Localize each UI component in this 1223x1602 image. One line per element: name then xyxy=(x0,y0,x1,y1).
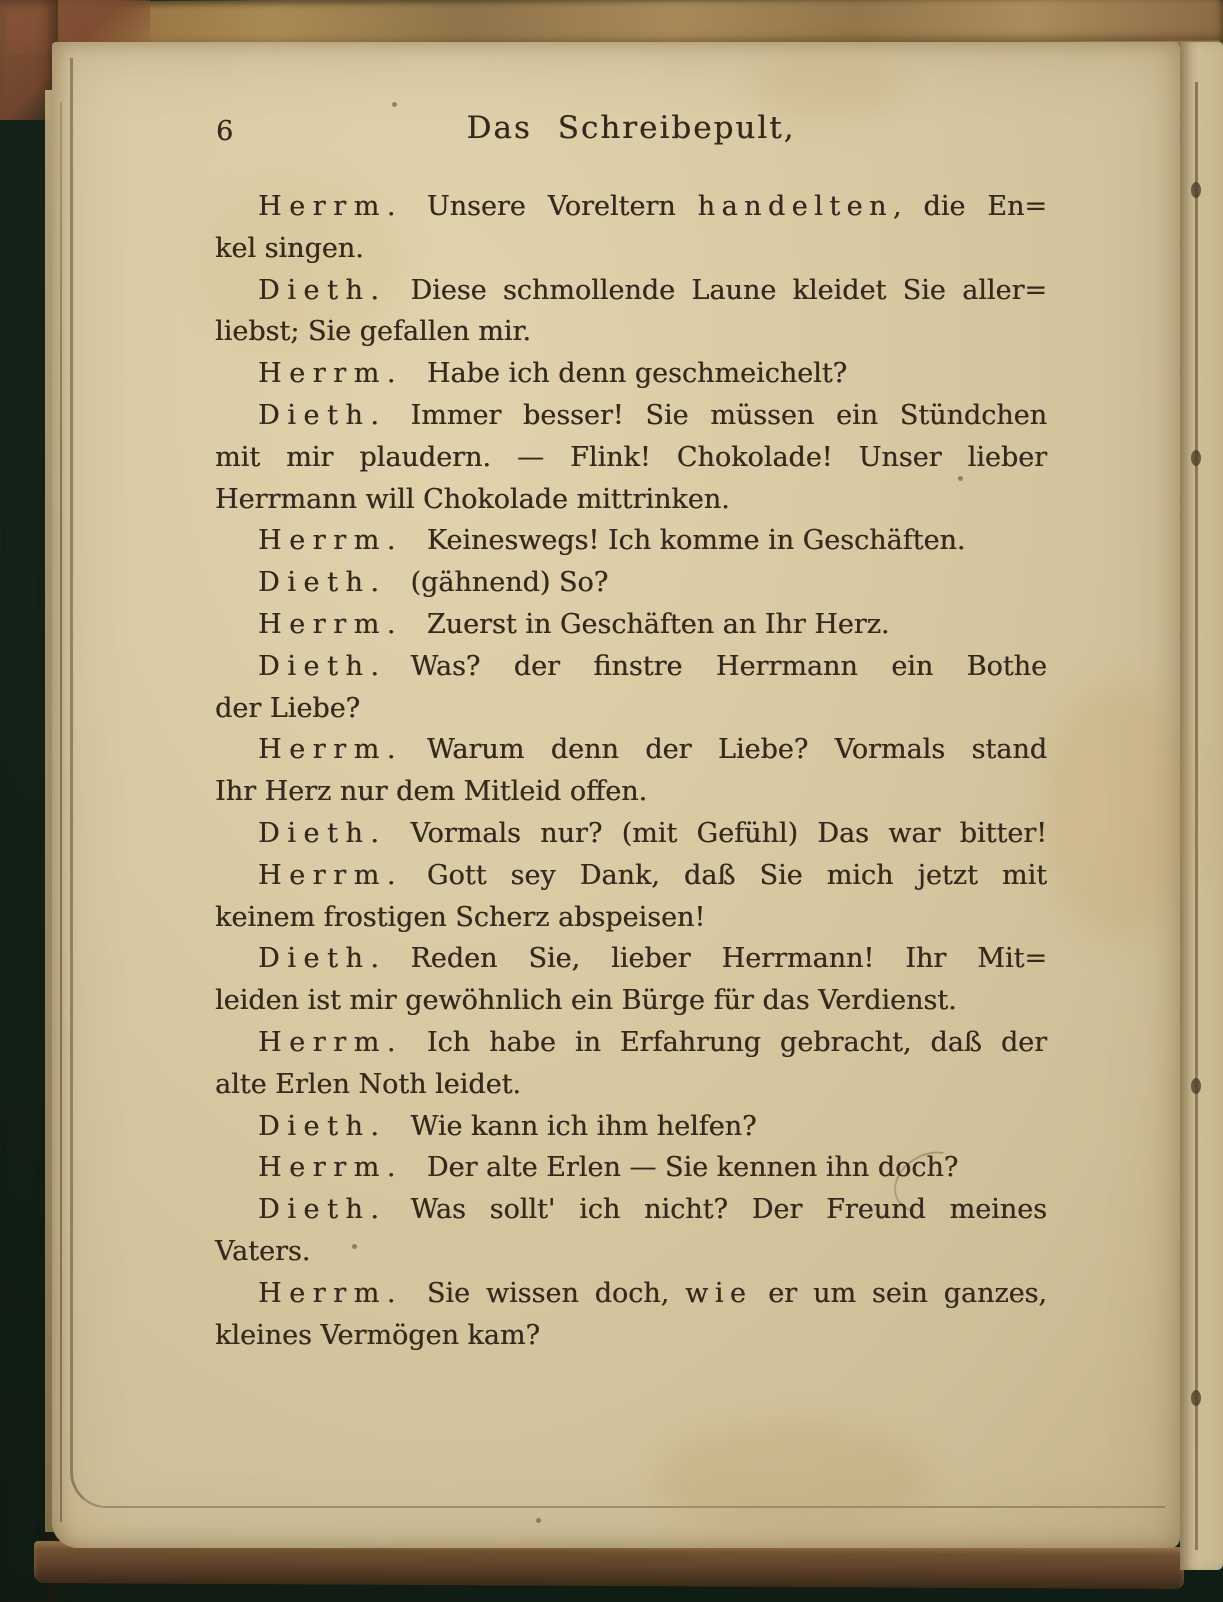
line-text: Zuerst in Geschäften an Ihr Herz. xyxy=(426,608,890,640)
stitch-mark xyxy=(1191,1078,1201,1094)
dialogue-line xyxy=(215,771,1047,813)
line-text: Der alte Erlen — Sie kennen ihn doch? xyxy=(426,1152,959,1184)
line-text: mit mir plaudern. — Flink! Chokolade! Unser lieber xyxy=(215,441,1047,473)
foxing-speck xyxy=(392,102,397,107)
speaker-name: Dieth. xyxy=(258,650,387,682)
line-text: , die En= xyxy=(892,191,1047,222)
speaker-name: Herrm. xyxy=(258,734,403,766)
line-text: leiden ist mir gewöhnlich ein Bürge für das Verdienst. xyxy=(215,985,957,1017)
dialogue-text-block xyxy=(215,186,1047,1356)
line-text: keinem frostigen Scherz abspeisen! xyxy=(215,901,706,933)
dialogue-line xyxy=(215,1231,1047,1273)
emphasized-word: wie xyxy=(685,1277,753,1309)
line-text: er um sein ganzes, xyxy=(752,1277,1047,1309)
speaker-name: Dieth. xyxy=(258,817,387,849)
speaker-name: Herrm. xyxy=(258,1026,403,1058)
line-text: Was? der finstre Herrmann ein Bothe xyxy=(410,650,1047,682)
line-text: liebst; Sie gefallen mir. xyxy=(215,316,531,348)
book-page xyxy=(52,42,1180,1548)
line-text: Unsere Voreltern xyxy=(426,191,698,222)
dialogue-line xyxy=(215,228,1047,270)
line-text: Diese schmollende Laune kleidet Sie aller= xyxy=(410,274,1047,306)
dialogue-line xyxy=(215,270,1047,312)
line-text: Sie wissen doch, xyxy=(426,1277,686,1309)
dialogue-line xyxy=(215,562,1047,604)
line-text: Ich habe in Erfahrung gebracht, daß der xyxy=(426,1026,1047,1058)
dialogue-line xyxy=(215,1315,1047,1357)
page-number: 6 xyxy=(216,116,234,147)
dialogue-line xyxy=(215,980,1047,1022)
speaker-name: Herrm. xyxy=(258,191,403,222)
line-text: Keineswegs! Ich komme in Geschäften. xyxy=(426,525,966,557)
stitch-mark xyxy=(1191,182,1201,198)
speaker-name: Herrm. xyxy=(258,525,403,557)
speaker-name: Dieth. xyxy=(258,1110,387,1142)
dialogue-line xyxy=(215,1064,1047,1106)
speaker-name: Herrm. xyxy=(258,859,403,891)
dialogue-line xyxy=(215,1189,1047,1231)
line-text: Habe ich denn geschmeichelt? xyxy=(426,358,848,390)
dialogue-line xyxy=(215,311,1047,353)
line-text: Was sollt' ich nicht? Der Freund meines xyxy=(410,1194,1047,1226)
line-text: Vaters. xyxy=(215,1235,311,1267)
speaker-name: Dieth. xyxy=(258,399,387,431)
dialogue-line xyxy=(215,897,1047,939)
book-cover-bottom-edge xyxy=(34,1541,1184,1589)
dialogue-line xyxy=(215,688,1047,730)
dialogue-line xyxy=(215,1022,1047,1064)
paper-stain xyxy=(652,1422,932,1532)
speaker-name: Dieth. xyxy=(258,274,387,306)
cover-impression-line xyxy=(60,102,62,1522)
speaker-name: Herrm. xyxy=(258,608,403,640)
line-text: Warum denn der Liebe? Vormals stand xyxy=(426,734,1047,766)
speaker-name: Dieth. xyxy=(258,567,387,599)
dialogue-line xyxy=(215,479,1047,521)
line-text: der Liebe? xyxy=(215,692,361,724)
line-text: Reden Sie, lieber Herrmann! Ihr Mit= xyxy=(410,943,1047,975)
dialogue-line xyxy=(215,604,1047,646)
speaker-name: Herrm. xyxy=(258,1152,403,1184)
speaker-name: Herrm. xyxy=(258,1277,403,1309)
emphasized-word: handelten xyxy=(697,191,893,222)
dialogue-line xyxy=(215,646,1047,688)
stitch-mark xyxy=(1191,450,1201,466)
line-text: kel singen. xyxy=(215,232,364,264)
speaker-name: Dieth. xyxy=(258,1194,387,1226)
line-text: Vormals nur? (mit Gefühl) Das war bitter! xyxy=(410,817,1047,849)
dialogue-line xyxy=(215,186,1047,228)
dialogue-line xyxy=(215,395,1047,437)
line-text: Herrmann will Chokolade mittrinken. xyxy=(215,483,730,515)
dialogue-line xyxy=(215,1147,1047,1189)
dialogue-line xyxy=(215,353,1047,395)
dialogue-line xyxy=(215,813,1047,855)
line-text: Gott sey Dank, daß Sie mich jetzt mit xyxy=(426,859,1047,891)
dialogue-line xyxy=(215,938,1047,980)
page-crease-line xyxy=(1195,82,1198,1550)
dialogue-line xyxy=(215,1273,1047,1315)
dialogue-line xyxy=(215,729,1047,771)
foxing-speck xyxy=(536,1518,541,1523)
dialogue-line xyxy=(215,1106,1047,1148)
dialogue-line xyxy=(215,437,1047,479)
running-header: Das Schreibepult, xyxy=(466,110,796,146)
line-text: Ihr Herz nur dem Mitleid offen. xyxy=(215,776,648,808)
dialogue-line xyxy=(215,520,1047,562)
line-text: Wie kann ich ihm helfen? xyxy=(410,1110,757,1142)
dialogue-line xyxy=(215,855,1047,897)
speaker-name: Dieth. xyxy=(258,943,387,975)
speaker-name: Herrm. xyxy=(258,358,403,390)
stitch-mark xyxy=(1191,1390,1201,1406)
paper-stain xyxy=(1042,682,1192,942)
book-spine-left-edge xyxy=(0,0,58,1602)
line-text: alte Erlen Noth leidet. xyxy=(215,1068,521,1100)
line-text: Immer besser! Sie müssen ein Stündchen xyxy=(410,399,1047,431)
line-text: (gähnend) So? xyxy=(410,567,609,599)
line-text: kleines Vermögen kam? xyxy=(215,1319,540,1351)
